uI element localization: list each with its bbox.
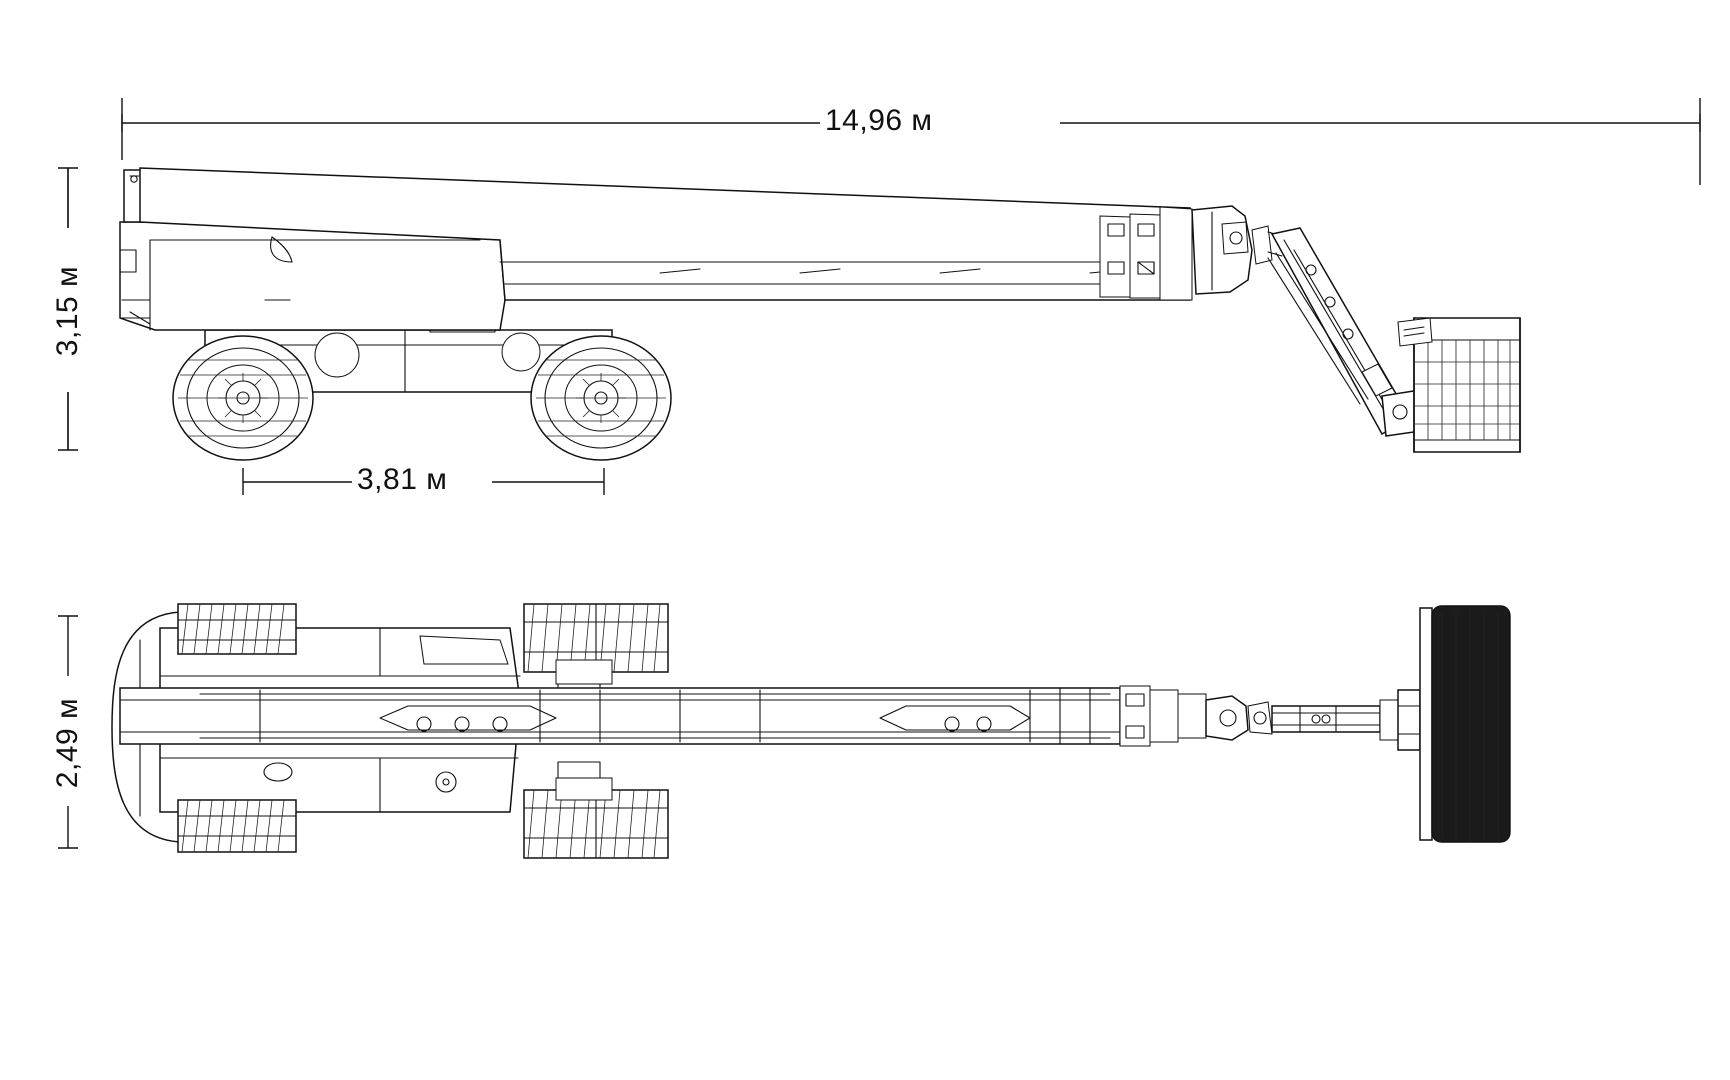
top-view-wheel-front-left bbox=[178, 604, 296, 654]
dimension-label-overall-length: 14,96 м bbox=[825, 104, 933, 137]
dimension-label-overall-height: 3,15 м bbox=[51, 265, 84, 357]
top-view-wheel-front-right bbox=[178, 800, 296, 852]
dimension-label-wheelbase: 3,81 м bbox=[357, 463, 448, 496]
side-view-wheel-rear bbox=[531, 336, 671, 460]
side-view-machine bbox=[120, 168, 1520, 460]
dimension-label-overall-width: 2,49 м bbox=[51, 697, 84, 789]
side-view-wheel-front bbox=[173, 336, 313, 460]
top-view-machine bbox=[112, 604, 1510, 858]
